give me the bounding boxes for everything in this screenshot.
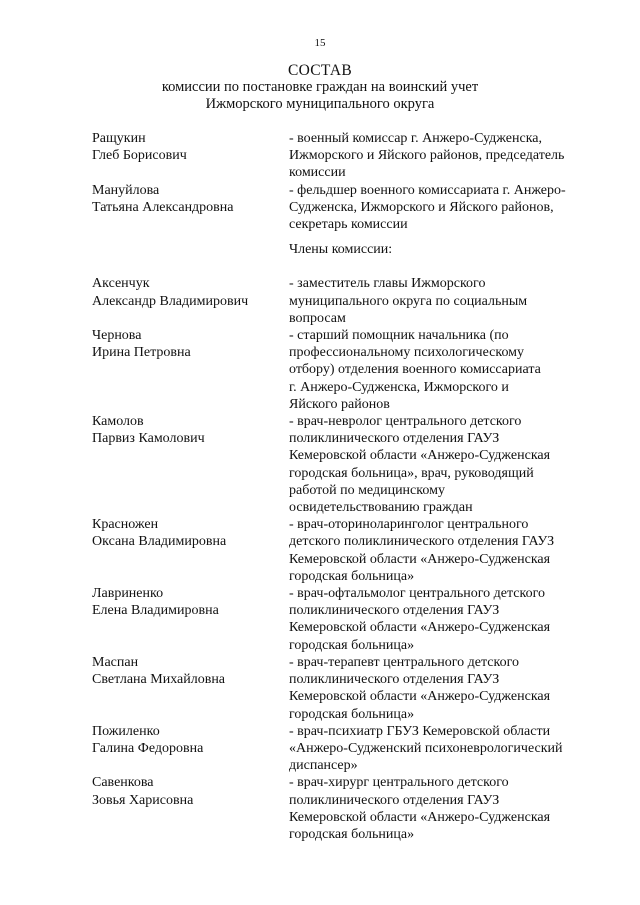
role-line: диспансер»: [289, 758, 358, 774]
person-given-names: Глеб Борисович: [92, 148, 187, 164]
person-role: [289, 275, 602, 327]
role-line: г. Анжеро-Судженска, Ижморского и: [289, 379, 509, 395]
role-line: - врач-невролог центрального детского: [289, 414, 522, 430]
role-line: комиссии: [289, 165, 346, 181]
person-name: [92, 774, 289, 843]
commission-entry: [92, 654, 602, 723]
role-line: Ижморского и Яйского районов, председатель: [289, 148, 565, 164]
person-given-names: Зовья Харисовна: [92, 792, 194, 808]
person-given-names: Елена Владимировна: [92, 603, 219, 619]
role-line: поликлинического отделения ГАУЗ: [289, 672, 500, 688]
person-role: [289, 723, 602, 775]
role-line: - военный комиссар г. Анжеро-Судженска,: [289, 131, 543, 146]
role-line: Кемеровской области «Анжеро-Судженская: [289, 689, 551, 705]
person-surname: Чернова: [92, 328, 142, 344]
person-given-names: Оксана Владимировна: [92, 534, 227, 550]
role-line: муниципального округа по социальным: [289, 293, 528, 309]
role-line: профессиональному психологическому: [289, 345, 525, 361]
person-given-names: Александр Владимирович: [92, 293, 249, 309]
person-role: [289, 585, 602, 654]
person-role: [289, 130, 602, 182]
role-line: - старший помощник начальника (по: [289, 328, 509, 344]
commission-entry: [92, 130, 602, 182]
role-line: вопросам: [289, 310, 346, 326]
role-line: городская больница»: [289, 826, 415, 842]
role-line: отбору) отделения военного комиссариата: [289, 362, 541, 378]
commission-entry: [92, 774, 602, 843]
role-line: Яйского районов: [289, 396, 390, 412]
page-number: 15: [314, 37, 326, 49]
person-name: [92, 413, 289, 516]
commission-list: [92, 130, 602, 843]
person-name: [92, 654, 289, 723]
role-line: - фельдшер военного комиссариата г. Анжеро-: [289, 182, 566, 198]
document-title: СОСТАВ: [287, 62, 353, 79]
role-line: - врач-хирург центрального детского: [289, 775, 509, 791]
person-role: [289, 327, 602, 413]
role-line: городская больница»: [289, 637, 415, 653]
role-line: - врач-оториноларинголог центрального: [289, 517, 529, 533]
document-subtitle-line-2: Ижморского муниципального округа: [205, 96, 435, 112]
role-line: «Анжеро-Судженский психоневрологический: [289, 740, 563, 756]
role-line: работой по медицинскому: [289, 482, 445, 498]
person-given-names: Светлана Михайловна: [92, 672, 226, 688]
members-heading: Члены комиссии:: [289, 242, 393, 258]
person-surname: Красножен: [92, 517, 159, 533]
commission-entry: [92, 723, 602, 775]
role-line: Кемеровской области «Анжеро-Судженская: [289, 620, 551, 636]
role-line: - врач-терапевт центрального детского: [289, 654, 519, 670]
role-line: поликлинического отделения ГАУЗ: [289, 792, 500, 808]
role-line: Судженска, Ижморского и Яйского районов,: [289, 199, 554, 215]
person-given-names: Ирина Петровна: [92, 345, 191, 361]
role-line: городская больница», врач, руководящий: [289, 465, 534, 481]
person-surname: Мануйлова: [92, 182, 160, 198]
commission-entry: [92, 413, 602, 516]
role-line: Кемеровской области «Анжеро-Судженская: [289, 809, 551, 825]
commission-entry: [92, 327, 602, 413]
person-surname: Лавриненко: [92, 586, 164, 602]
person-role: [289, 654, 602, 723]
person-name: [92, 585, 289, 654]
commission-entry: [92, 585, 602, 654]
role-line: секретарь комиссии: [289, 217, 408, 233]
person-surname: Камолов: [92, 414, 144, 430]
person-given-names: Галина Федоровна: [92, 740, 204, 756]
role-line: освидетельствованию граждан: [289, 500, 473, 516]
person-name: [92, 516, 289, 585]
role-line: поликлинического отделения ГАУЗ: [289, 431, 500, 447]
person-role: [289, 413, 602, 516]
person-surname: Маспан: [92, 654, 139, 670]
person-name: [92, 182, 289, 234]
role-line: городская больница»: [289, 568, 415, 584]
person-role: [289, 516, 602, 585]
person-surname: Аксенчук: [92, 276, 150, 292]
commission-entry: [92, 182, 602, 234]
role-line: Кемеровской области «Анжеро-Судженская: [289, 551, 551, 567]
document-subtitle-line-1: комиссии по постановке граждан на воинский учет: [161, 79, 479, 95]
role-line: - заместитель главы Ижморского: [289, 276, 486, 292]
person-given-names: Парвиз Камолович: [92, 431, 205, 447]
person-surname: Ращукин: [92, 131, 146, 146]
role-line: городская больница»: [289, 706, 415, 722]
person-name: [92, 275, 289, 327]
role-line: детского поликлинического отделения ГАУЗ: [289, 534, 555, 550]
document-header: [0, 62, 640, 113]
commission-entry: [92, 275, 602, 327]
person-given-names: Татьяна Александровна: [92, 199, 234, 215]
role-line: - врач-психиатр ГБУЗ Кемеровской области: [289, 723, 551, 739]
person-name: [92, 723, 289, 775]
person-role: [289, 774, 602, 843]
role-line: поликлинического отделения ГАУЗ: [289, 603, 500, 619]
person-role: [289, 182, 602, 234]
role-line: Кемеровской области «Анжеро-Судженская: [289, 448, 551, 464]
commission-entry: [92, 516, 602, 585]
person-surname: Савенкова: [92, 775, 154, 791]
role-line: - врач-офтальмолог центрального детского: [289, 586, 546, 602]
person-surname: Пожиленко: [92, 723, 160, 739]
person-name: [92, 130, 289, 182]
person-name: [92, 327, 289, 413]
